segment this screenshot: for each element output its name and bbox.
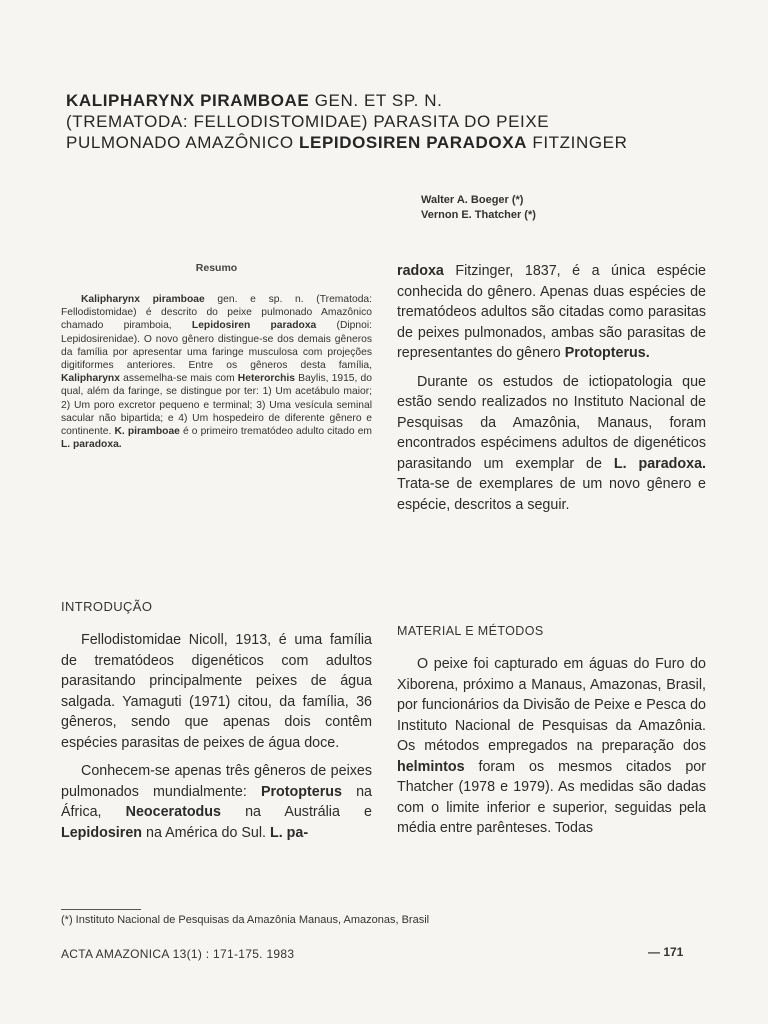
text-run: O peixe foi capturado em águas do Furo do Xiborena, próximo a Manaus, Amazonas, Brasil, por funcionários da Divisão de Peixe e Pesca do Instituto Nacional de Pesquisas da Amazônia. Os métodos empregados na preparação dos — [397, 656, 706, 754]
bold-term: Neoceratodus — [125, 804, 221, 820]
title-line-3-suffix: FITZINGER — [527, 133, 628, 152]
bold-term: Protopterus — [260, 783, 342, 800]
text-run: Trata-se de exemplares de um novo gênero e espécie, descritos a seguir. — [397, 476, 706, 513]
right-paragraph-1 — [397, 261, 706, 364]
page-number: — 171 — [648, 945, 684, 959]
title-line-3-prefix: PULMONADO AMAZÔNICO — [66, 133, 300, 152]
resumo-paragraph — [61, 293, 372, 451]
footnote: (*) Instituto Nacional de Pesquisas da Amazônia Manaus, Amazonas, Brasil — [61, 914, 430, 926]
bold-term: L. pa- — [269, 824, 309, 841]
text-run: assemelha-se mais com — [119, 373, 238, 385]
title-host-species: LEPIDOSIREN PARADOXA — [299, 133, 528, 152]
bold-term: K. piramboae — [114, 426, 180, 438]
authors — [421, 193, 536, 223]
text-run: Durante os estudos de ictiopatologia que estão sendo realizados no Instituto Nacional de Pesquisas da Amazônia, Manaus, foram encontrados espécimens adultos de digenéticos parasitando um exemplar de — [397, 373, 706, 472]
bold-term: L. paradoxa. — [61, 439, 122, 451]
title-gen-sp-n: GEN. ET SP. N. — [309, 91, 443, 110]
journal-citation: ACTA AMAZONICA 13(1) : 171-175. 1983 — [61, 947, 295, 961]
bold-term: Heterorchis — [237, 373, 296, 385]
bold-term: Lepidosiren paradoxa — [191, 320, 317, 332]
text-run: na Austrália e — [220, 804, 372, 820]
bold-term: L. paradoxa. — [613, 455, 706, 472]
introducao-paragraph-1 — [61, 630, 372, 753]
bold-term: helmintos — [397, 758, 465, 775]
text-run: Fitzinger, 1837, é a única espécie conhecida do gênero. Apenas duas espécies de trematódeos adultos são citadas como parasitas de peixes pulmonados, ambas são parasitas de representantes do gênero — [397, 263, 706, 361]
footnote-divider — [61, 909, 141, 910]
right-paragraph-2 — [397, 372, 706, 516]
bold-term: radoxa — [397, 263, 444, 279]
introducao-paragraph-2 — [61, 761, 372, 843]
introducao-heading: INTRODUÇÃO — [61, 599, 153, 614]
title-line-2: (TREMATODA: FELLODISTOMIDAE) PARASITA DO PEIXE — [66, 112, 550, 131]
text-run: na América do Sul. — [142, 824, 270, 841]
title-line-1 — [66, 90, 726, 111]
text-run: foram os mesmos citados por Thatcher (1978 e 1979). As medidas são dadas com o limite inferior e superior, seguidas pela média entre parênteses. Todas — [397, 758, 706, 836]
text-run: é o primeiro trematódeo adulto citado em — [179, 426, 372, 438]
author-1: Walter A. Boeger (*) — [421, 194, 524, 206]
text-run: na África, — [61, 783, 372, 820]
resumo-heading: Resumo — [195, 262, 238, 274]
material-metodos-paragraph-1 — [397, 654, 706, 839]
right-column-intro-continued — [397, 261, 706, 523]
text-run: Conhecem-se apenas três gêneros de peixes pulmonados mundialmente: — [61, 763, 372, 800]
resumo-abstract — [61, 293, 372, 451]
bold-term: Protopterus. — [564, 345, 650, 361]
title-genus-name: KALIPHARYNX PIRAMBOAE — [66, 91, 310, 110]
introducao-section — [61, 630, 372, 851]
text-run: Baylis, 1915, do qual, além da faringe, se distingue por ter: 1) Um acetábulo maior; 2) Um poro excretor pequeno e terminal; 3) Uma vesícula seminal sacular não bipartida; e 4) Um hospedeiro de diferente gênero e continente. — [61, 373, 372, 438]
bold-term: Kalipharynx — [61, 373, 120, 385]
text-run: Fellodistomidae Nicoll, 1913, é uma família de trematódeos digenéticos com adultos parasitando principalmente peixes de água salgada. Yamaguti (1971) citou, da família, 36 gêneros, sendo que apenas dois contêm espécies parasitas de peixes de água doce. — [61, 632, 372, 751]
text-run: gen. e sp. n. (Trematoda: Fellodistomidae) é descrito do peixe pulmonado Amazônico chamado piramboia, — [61, 294, 373, 332]
article-title — [66, 90, 726, 153]
author-2: Vernon E. Thatcher (*) — [421, 209, 536, 221]
bold-term: Kalipharynx piramboae — [81, 294, 205, 305]
material-metodos-section — [397, 654, 706, 839]
title-line-3 — [66, 132, 726, 153]
material-metodos-heading: MATERIAL E MÉTODOS — [397, 624, 544, 638]
text-run: (Dipnoi: Lepidosirenidae). O novo gênero distingue-se dos demais gêneros da família por apresentar uma faringe musculosa com projeções digitiformes anteriores. Entre os gêneros desta família, — [61, 320, 372, 372]
bold-term: Lepidosiren — [61, 824, 143, 841]
